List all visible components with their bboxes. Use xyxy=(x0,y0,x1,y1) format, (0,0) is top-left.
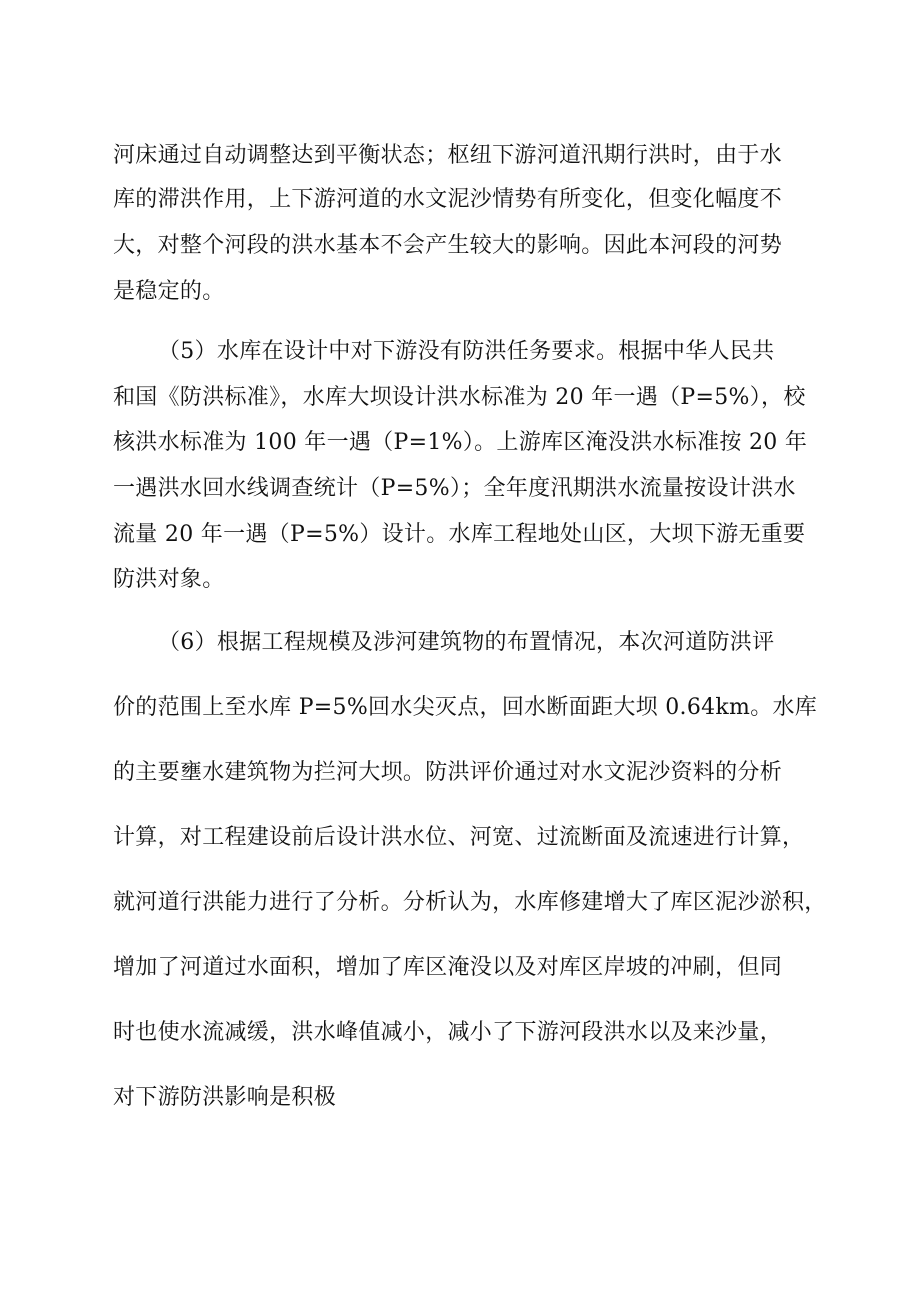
paragraph-2-line-4: 一遇洪水回水线调查统计（P=5%）；全年度汛期洪水流量按设计洪水 xyxy=(113,476,796,501)
paragraph-2-line-3: 核洪水标准为 100 年一遇（P=1%）。上游库区淹没洪水标准按 20 年 xyxy=(113,430,808,455)
paragraph-3-line-5: 就河道行洪能力进行了分析。分析认为，水库修建增大了库区泥沙淤积， xyxy=(113,890,827,915)
paragraph-3-line-2: 价的范围上至水库 P=5%回水尖灭点，回水断面距大坝 0.64km。水库 xyxy=(113,695,818,720)
paragraph-3-line-1: （6）根据工程规模及涉河建筑物的布置情况，本次河道防洪评 xyxy=(158,630,775,655)
paragraph-1-line-4: 是稳定的。 xyxy=(113,279,225,304)
paragraph-2-line-1: （5）水库在设计中对下游没有防洪任务要求。根据中华人民共 xyxy=(158,339,775,364)
paragraph-2-line-5: 流量 20 年一遇（P=5%）设计。水库工程地处山区，大坝下游无重要 xyxy=(113,522,806,547)
paragraph-3-line-3: 的主要壅水建筑物为拦河大坝。防洪评价通过对水文泥沙资料的分析 xyxy=(113,760,783,785)
paragraph-3-line-6: 增加了河道过水面积，增加了库区淹没以及对库区岸坡的冲刷，但同 xyxy=(113,955,783,980)
paragraph-2-line-6: 防洪对象。 xyxy=(113,567,225,592)
paragraph-3-line-4: 计算，对工程建设前后设计洪水位、河宽、过流断面及流速进行计算， xyxy=(113,825,805,850)
paragraph-1-line-1: 河床通过自动调整达到平衡状态；枢纽下游河道汛期行洪时，由于水 xyxy=(113,143,783,168)
paragraph-3-line-8: 对下游防洪影响是积极 xyxy=(113,1085,337,1110)
paragraph-3-line-7: 时也使水流减缓，洪水峰值减小，减小了下游河段洪水以及来沙量， xyxy=(113,1020,783,1045)
paragraph-1-line-3: 大，对整个河段的洪水基本不会产生较大的影响。因此本河段的河势 xyxy=(113,233,783,258)
paragraph-1-line-2: 库的滞洪作用，上下游河道的水文泥沙情势有所变化，但变化幅度不 xyxy=(113,187,783,212)
paragraph-2-line-2: 和国《防洪标准》，水库大坝设计洪水标准为 20 年一遇（P=5%），校 xyxy=(113,385,806,410)
